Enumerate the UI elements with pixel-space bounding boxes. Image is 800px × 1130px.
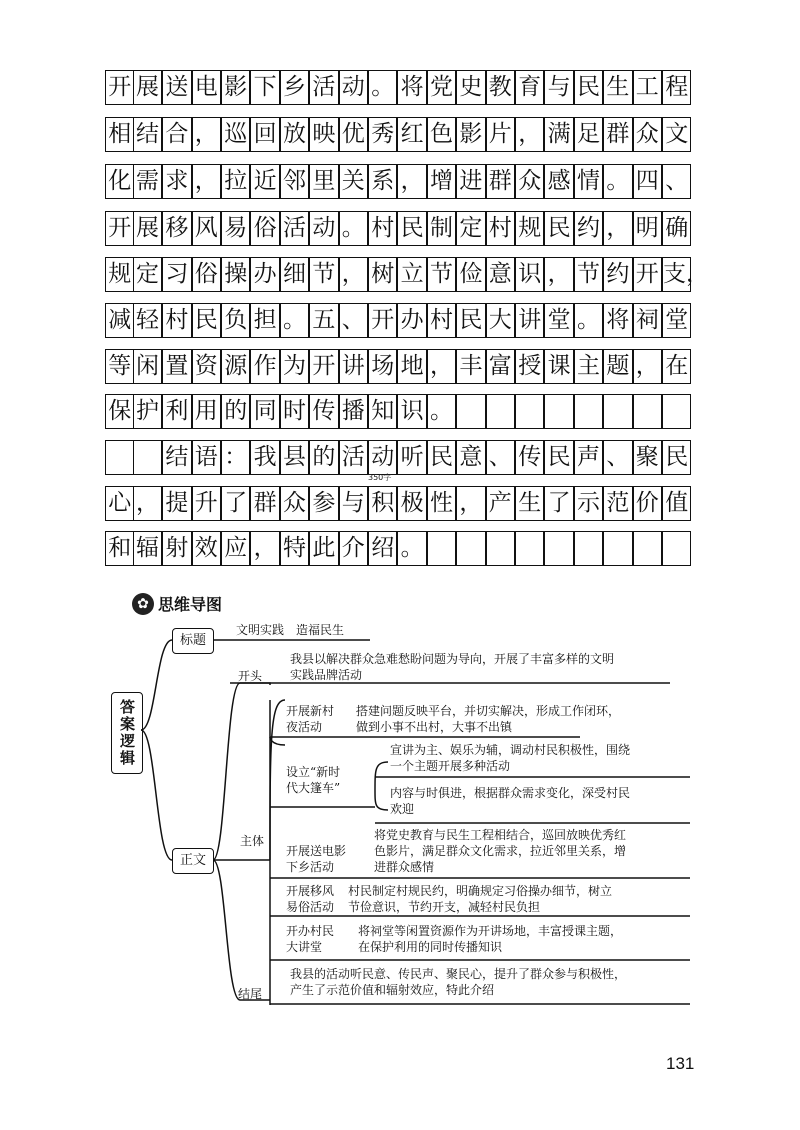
grid-cell: 约 (603, 257, 632, 292)
grid-cell: 合 (162, 117, 191, 152)
grid-cell: 俗 (192, 257, 221, 292)
grid-cell: 工 (633, 70, 662, 105)
grid-cell: 开 (368, 303, 397, 338)
mindmap-item-text: 节俭意识，节约开支，减轻村民负担 (348, 900, 541, 914)
grid-cell: 党 (427, 70, 456, 105)
grid-cell: 意 (456, 440, 485, 475)
mindmap-main-label: 主体 (240, 834, 265, 848)
mindmap-subitem-text: 欢迎 (390, 802, 415, 816)
grid-cell: 活 (309, 70, 338, 105)
grid-cell: 极 (397, 486, 426, 521)
grid-cell: 产 (486, 486, 515, 521)
grid-cell: 资 (192, 349, 221, 384)
grid-cell: 邻 (280, 164, 309, 199)
grid-cell: 民 (192, 303, 221, 338)
grid-cell: 史 (456, 70, 485, 105)
grid-cell: 村 (427, 303, 456, 338)
grid-cell: 和 (105, 531, 134, 566)
grid-cell: 群 (250, 486, 279, 521)
grid-cell: 。 (339, 211, 368, 246)
mindmap-item-text: 将祠堂等闲置资源作为开讲场地，丰富授课主题， (358, 924, 623, 938)
grid-cell: 移 (162, 211, 191, 246)
grid-cell: 定 (133, 257, 162, 292)
grid-cell: 村 (368, 211, 397, 246)
grid-cell: 听 (397, 440, 426, 475)
grid-cell: 民 (574, 70, 603, 105)
grid-cell: 语 (192, 440, 221, 475)
grid-cell: 了 (221, 486, 250, 521)
grid-cell: 价 (633, 486, 662, 521)
grid-cell: 约 (574, 211, 603, 246)
grid-cell: 影 (221, 70, 250, 105)
grid-cell: 。 (368, 70, 397, 105)
grid-cell: 送 (162, 70, 191, 105)
grid-cell: 民 (544, 440, 573, 475)
grid-cell: 下 (250, 70, 279, 105)
grid-cell: 声 (574, 440, 603, 475)
mindmap-item-text: 将党史教育与民生工程相结合，巡回放映优秀红 (374, 828, 627, 842)
grid-cell: 结 (162, 440, 191, 475)
grid-cell: 活 (339, 440, 368, 475)
grid-cell: 讲 (339, 349, 368, 384)
grid-cell: 拉 (221, 164, 250, 199)
mindmap-item-label: 设立“新时 (286, 765, 341, 779)
grid-cell: 需 (133, 164, 162, 199)
grid-cell: ， (515, 117, 544, 152)
grid-cell: 与 (339, 486, 368, 521)
grid-cell: ， (456, 486, 485, 521)
grid-cell: 秀 (368, 117, 397, 152)
grid-cell: 开 (309, 349, 338, 384)
grid-cell: 。 (397, 531, 426, 566)
grid-cell: 情 (574, 164, 603, 199)
mindmap-opening-label: 开头 (238, 669, 263, 683)
grid-cell: 众 (633, 117, 662, 152)
grid-cell: 用 (192, 394, 221, 429)
mindmap-subitem-text: 内容与时俱进，根据群众需求变化，深受村民 (390, 786, 631, 800)
grid-cell: 。 (280, 303, 309, 338)
mindmap-title-text: 文明实践 造福民生 (236, 623, 345, 637)
grid-cell: 我 (250, 440, 279, 475)
grid-cell: 提 (162, 486, 191, 521)
grid-cell: 负 (221, 303, 250, 338)
grid-cell: 传 (309, 394, 338, 429)
grid-cell: 授 (515, 349, 544, 384)
grid-cell: 定 (456, 211, 485, 246)
grid-cell: 习 (162, 257, 191, 292)
grid-cell: 场 (368, 349, 397, 384)
grid-cell: 规 (105, 257, 134, 292)
grid-cell: 求 (162, 164, 191, 199)
mindmap-item-label: 开展移风 (286, 884, 335, 898)
grid-cell: ， (397, 164, 426, 199)
word-count-label: 350字 (368, 473, 392, 482)
grid-cell: ， (339, 257, 368, 292)
mindmap-item-label: 代大篷车” (286, 781, 341, 795)
grid-cell: 绍 (368, 531, 397, 566)
mindmap-item-label: 开展新村 (286, 704, 335, 718)
grid-cell: 轻 (133, 303, 162, 338)
grid-cell: 巡 (221, 117, 250, 152)
mindmap-ending-text-1: 我县的活动听民意、传民声、聚民心，提升了群众参与积极性， (290, 967, 627, 981)
grid-cell: 丰 (456, 349, 485, 384)
grid-cell: 心 (105, 486, 134, 521)
grid-cell: 。 (427, 394, 456, 429)
grid-cell: 树 (368, 257, 397, 292)
mindmap-item-text: 搭建问题反映平台，并切实解决，形成工作闭环， (356, 704, 621, 718)
connector-root-body (141, 730, 172, 860)
grid-cell: 文 (662, 117, 691, 152)
grid-cell: 识 (397, 394, 426, 429)
grid-cell: 护 (133, 394, 162, 429)
grid-cell: 程 (662, 70, 691, 105)
grid-cell: 五 (309, 303, 338, 338)
grid-cell: 课 (544, 349, 573, 384)
mindmap-item-label: 开办村民 (286, 924, 335, 938)
page-number: 131 (666, 1054, 695, 1073)
mindmap-subitem-text: 宣讲为主、娱乐为辅，调动村民积极性，围绕 (390, 743, 631, 757)
grid-cell: 色 (427, 117, 456, 152)
mindmap-item-label: 大讲堂 (286, 940, 323, 954)
grid-cell: 制 (427, 211, 456, 246)
grid-cell: 作 (250, 349, 279, 384)
grid-cell: 细 (280, 257, 309, 292)
grid-cell: 堂 (662, 303, 691, 338)
mindmap-heading-text: 思维导图 (158, 595, 223, 614)
mindmap-item-text: 村民制定村规民约，明确规定习俗操办细节，树立 (348, 884, 613, 898)
grid-cell: 群 (486, 164, 515, 199)
grid-cell: 示 (574, 486, 603, 521)
grid-cell: 开 (105, 70, 134, 105)
grid-cell: 堂 (544, 303, 573, 338)
grid-cell: 减 (105, 303, 134, 338)
grid-cell: 值 (662, 486, 691, 521)
grid-cell: 节 (427, 257, 456, 292)
mindmap-item-text: 做到小事不出村，大事不出镇 (356, 720, 513, 734)
grid-cell: 相 (105, 117, 134, 152)
grid-cell: 放 (280, 117, 309, 152)
mindmap-item-text: 在保护利用的同时传播知识 (358, 940, 503, 954)
grid-cell: 升 (192, 486, 221, 521)
grid-cell: 感 (544, 164, 573, 199)
grid-cell: ， (192, 164, 221, 199)
grid-cell: ， (192, 117, 221, 152)
grid-cell: 红 (397, 117, 426, 152)
grid-cell: 利 (162, 394, 191, 429)
grid-cell: 应 (221, 531, 250, 566)
grid-cell: 俗 (250, 211, 279, 246)
grid-cell: ， (544, 257, 573, 292)
grid-cell: 支， (662, 257, 691, 292)
grid-cell: 知 (368, 394, 397, 429)
mindmap-item-label: 开展送电影 (286, 844, 347, 858)
grid-cell: 辐 (133, 531, 162, 566)
grid-cell: 优 (339, 117, 368, 152)
mindmap-ending-label: 结尾 (238, 987, 263, 1001)
grid-cell: 播 (339, 394, 368, 429)
grid-cell: 、 (486, 440, 515, 475)
grid-cell: 片 (486, 117, 515, 152)
grid-cell: 。 (574, 303, 603, 338)
grid-cell: 增 (427, 164, 456, 199)
grid-cell: 节 (309, 257, 338, 292)
mindmap-body-node: 正文 (172, 848, 214, 874)
grid-cell: 里 (309, 164, 338, 199)
grid-cell: ， (633, 349, 662, 384)
mindmap-item-label: 易俗活动 (286, 900, 335, 914)
grid-cell: 性 (427, 486, 456, 521)
grid-cell: 动 (368, 440, 397, 475)
grid-cell: 展 (133, 211, 162, 246)
grid-cell: 节 (574, 257, 603, 292)
grid-cell: 源 (221, 349, 250, 384)
grid-cell: 开 (105, 211, 134, 246)
grid-cell: 了 (544, 486, 573, 521)
grid-cell: 乡 (280, 70, 309, 105)
grid-cell: 的 (309, 440, 338, 475)
grid-cell: 为 (280, 349, 309, 384)
grid-cell: 。 (603, 164, 632, 199)
grid-cell: 此 (309, 531, 338, 566)
grid-cell: ， (133, 486, 162, 521)
grid-cell: 、 (603, 440, 632, 475)
grid-cell: 动 (339, 70, 368, 105)
grid-cell: 映 (309, 117, 338, 152)
grid-cell: 足 (574, 117, 603, 152)
grid-cell: 地 (397, 349, 426, 384)
grid-cell: 同 (250, 394, 279, 429)
grid-cell: 影 (456, 117, 485, 152)
grid-cell: 主 (574, 349, 603, 384)
grid-cell: 传 (515, 440, 544, 475)
grid-cell: 关 (339, 164, 368, 199)
grid-cell: 大 (486, 303, 515, 338)
grid-cell: 系 (368, 164, 397, 199)
grid-cell: 操 (221, 257, 250, 292)
grid-cell: 闲 (133, 349, 162, 384)
grid-cell: 识 (515, 257, 544, 292)
grid-cell: 展 (133, 70, 162, 105)
grid-cell: 聚 (633, 440, 662, 475)
grid-cell: 众 (280, 486, 309, 521)
grid-cell: 县 (280, 440, 309, 475)
grid-cell: 育 (515, 70, 544, 105)
grid-cell: 生 (515, 486, 544, 521)
grid-cell: ， (250, 531, 279, 566)
grid-cell: 讲 (515, 303, 544, 338)
flower-icon: ✿ (132, 593, 154, 615)
grid-cell: ， (603, 211, 632, 246)
grid-cell: 明 (633, 211, 662, 246)
grid-cell: 民 (456, 303, 485, 338)
mindmap-title-node: 标题 (172, 628, 214, 654)
grid-cell: 民 (662, 440, 691, 475)
mindmap-item-label: 下乡活动 (286, 860, 335, 874)
grid-cell: 的 (221, 394, 250, 429)
grid-cell: 回 (250, 117, 279, 152)
grid-cell: 活 (280, 211, 309, 246)
grid-cell: 特 (280, 531, 309, 566)
grid-cell: 担 (250, 303, 279, 338)
grid-cell: ， (427, 349, 456, 384)
grid-cell: 立 (397, 257, 426, 292)
grid-cell: 易 (221, 211, 250, 246)
grid-cell: 射 (162, 531, 191, 566)
grid-cell: 动 (309, 211, 338, 246)
grid-cell: 祠 (633, 303, 662, 338)
grid-cell: 化 (105, 164, 134, 199)
grid-cell: 民 (397, 211, 426, 246)
grid-cell: 教 (486, 70, 515, 105)
grid-cell: 范 (603, 486, 632, 521)
mindmap-opening-text-2: 实践品牌活动 (290, 668, 363, 682)
grid-cell: 确 (662, 211, 691, 246)
mindmap-item-text: 色影片，满足群众文化需求，拉近邻里关系，增 (374, 844, 627, 858)
mindmap-opening-text-1: 我县以解决群众急难愁盼问题为导向，开展了丰富多样的文明 (290, 652, 615, 666)
mindmap-item-label: 夜活动 (286, 720, 323, 734)
grid-cell: 意 (486, 257, 515, 292)
grid-cell: 富 (486, 349, 515, 384)
grid-cell: 村 (486, 211, 515, 246)
grid-cell: 众 (515, 164, 544, 199)
connector-body-ending (213, 860, 270, 1000)
grid-cell: 、 (662, 164, 691, 199)
grid-cell: 置 (162, 349, 191, 384)
grid-cell: 题 (603, 349, 632, 384)
mindmap-root: 答案逻辑 (111, 692, 143, 774)
grid-cell: 生 (603, 70, 632, 105)
grid-cell: 风 (192, 211, 221, 246)
grid-cell: 进 (456, 164, 485, 199)
grid-cell: 村 (162, 303, 191, 338)
grid-cell: 群 (603, 117, 632, 152)
grid-cell: 与 (544, 70, 573, 105)
grid-cell: 俭 (456, 257, 485, 292)
grid-cell: 、 (339, 303, 368, 338)
grid-cell: 在 (662, 349, 691, 384)
grid-cell: 电 (192, 70, 221, 105)
grid-cell: 结 (133, 117, 162, 152)
grid-cell: 参 (309, 486, 338, 521)
grid-cell: 时 (280, 394, 309, 429)
grid-cell: 近 (250, 164, 279, 199)
grid-cell: 开 (633, 257, 662, 292)
grid-cell: 等 (105, 349, 134, 384)
grid-cell: 积 (368, 486, 397, 521)
grid-cell: 规 (515, 211, 544, 246)
grid-cell: 办 (397, 303, 426, 338)
grid-cell: 将 (603, 303, 632, 338)
connector-root-title (141, 640, 172, 730)
grid-cell: 四 (633, 164, 662, 199)
grid-cell: 办 (250, 257, 279, 292)
grid-cell: 满 (544, 117, 573, 152)
mindmap-subitem-text: 一个主题开展多种活动 (390, 759, 511, 773)
grid-cell: 民 (544, 211, 573, 246)
grid-cell: 效 (192, 531, 221, 566)
mindmap-ending-text-2: 产生了示范价值和辐射效应，特此介绍 (290, 983, 495, 997)
mindmap-item-text: 进群众感情 (374, 860, 435, 874)
grid-cell: 保 (105, 394, 134, 429)
grid-cell: 将 (397, 70, 426, 105)
grid-cell: 民 (427, 440, 456, 475)
grid-cell: 介 (339, 531, 368, 566)
grid-cell: ： (221, 440, 250, 475)
